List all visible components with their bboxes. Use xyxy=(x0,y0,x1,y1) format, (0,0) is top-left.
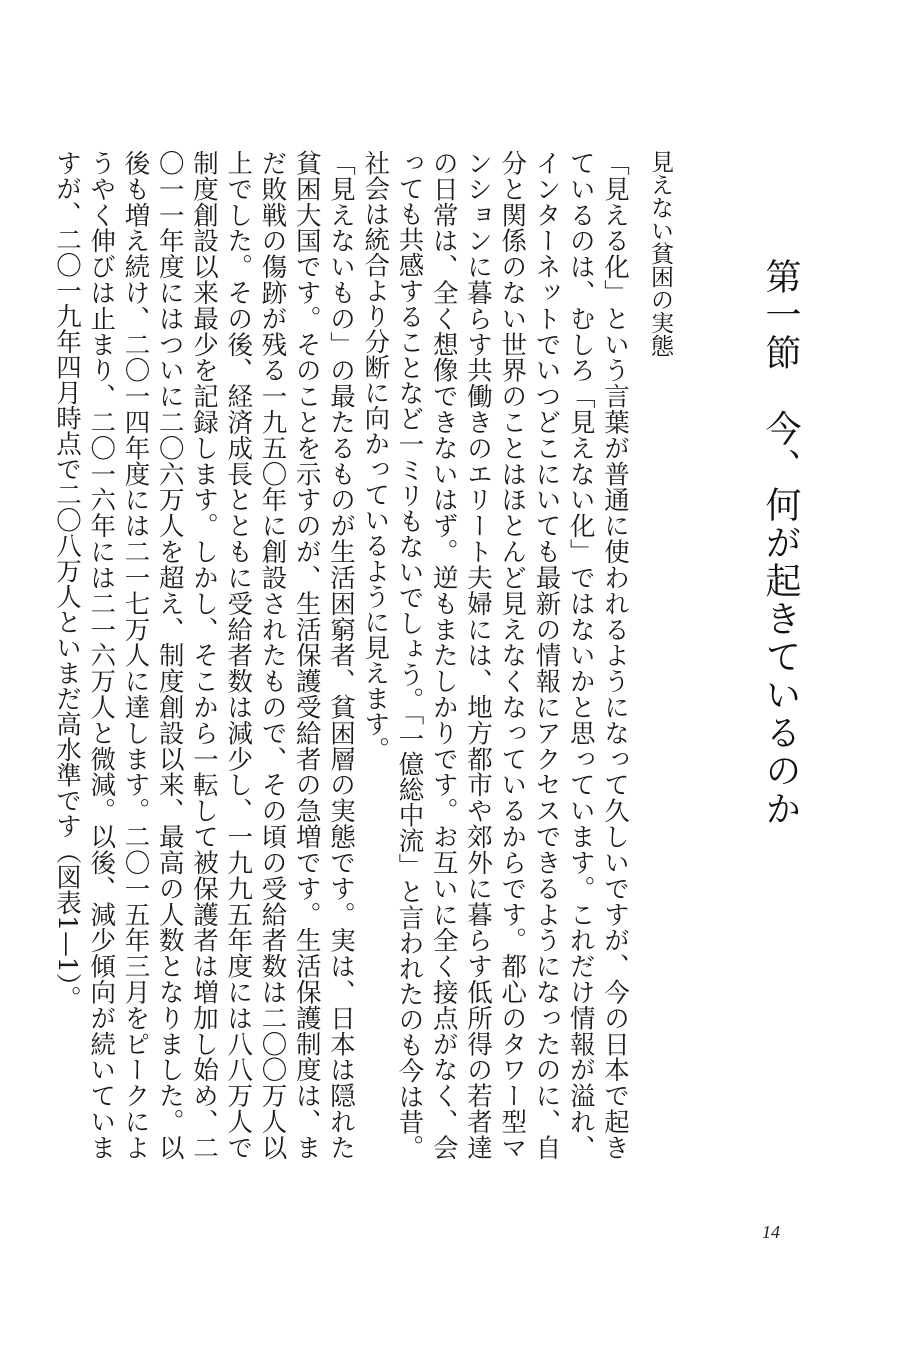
subheading: 見えない貧困の実態 xyxy=(647,150,673,357)
paragraph: 「見えないもの」の最たるものが生活困窮者、貧困層の実態です。実は、日本は隠れた貧困大国です。そのことを示すのが、生活保護受給者の急増です。生活保護制度は、まだ敗戦の傷跡が残る一九五〇年に創設されたもので、その頃の受給者数は二〇〇万人以上でした。その後、経済成長とともに受給者数は減少し、一九九五年度には八八万人で制度創設以来最少を記録します。しかし、そこから一転して被保護者は増加し始め、二〇一一年度にはついに二〇六万人を超え、制度創設以来、最高の人数となりました。以後も増え続け、二〇一四年度には二一七万人に達します。二〇一五年三月をピークにようやく伸びは止まり、二〇一六年には二一六万人と微減。以後、減少傾向が続いていますが、二〇一九年四月時点で二〇八万人といまだ高水準です（図表1—1）。 xyxy=(52,150,356,1161)
section-title: 第一節 今、何が起きているのか xyxy=(760,258,801,828)
body-text xyxy=(52,150,632,1161)
page-number: 14 xyxy=(762,1222,780,1242)
paragraph: 「見える化」という言葉が普通に使われるようになって久しいですが、今の日本で起きているのは、むしろ「見えない化」ではないかと思っています。これだけ情報が溢れ、インターネットでいつどこにいても最新の情報にアクセスできるようになったのに、自分と関係のない世界のことはほとんど見えなくなっているからです。都心のタワー型マンションに暮らす共働きのエリート夫婦には、地方都市や郊外に暮らす低所得の若者達の日常は、全く想像できないはず。逆もまたしかりです。お互いに全く接点がなく、会っても共感することなど一ミリもないでしょう。「一億総中流」と言われたのも今は昔。社会は統合より分断に向かっているように見えます。 xyxy=(360,150,630,1161)
